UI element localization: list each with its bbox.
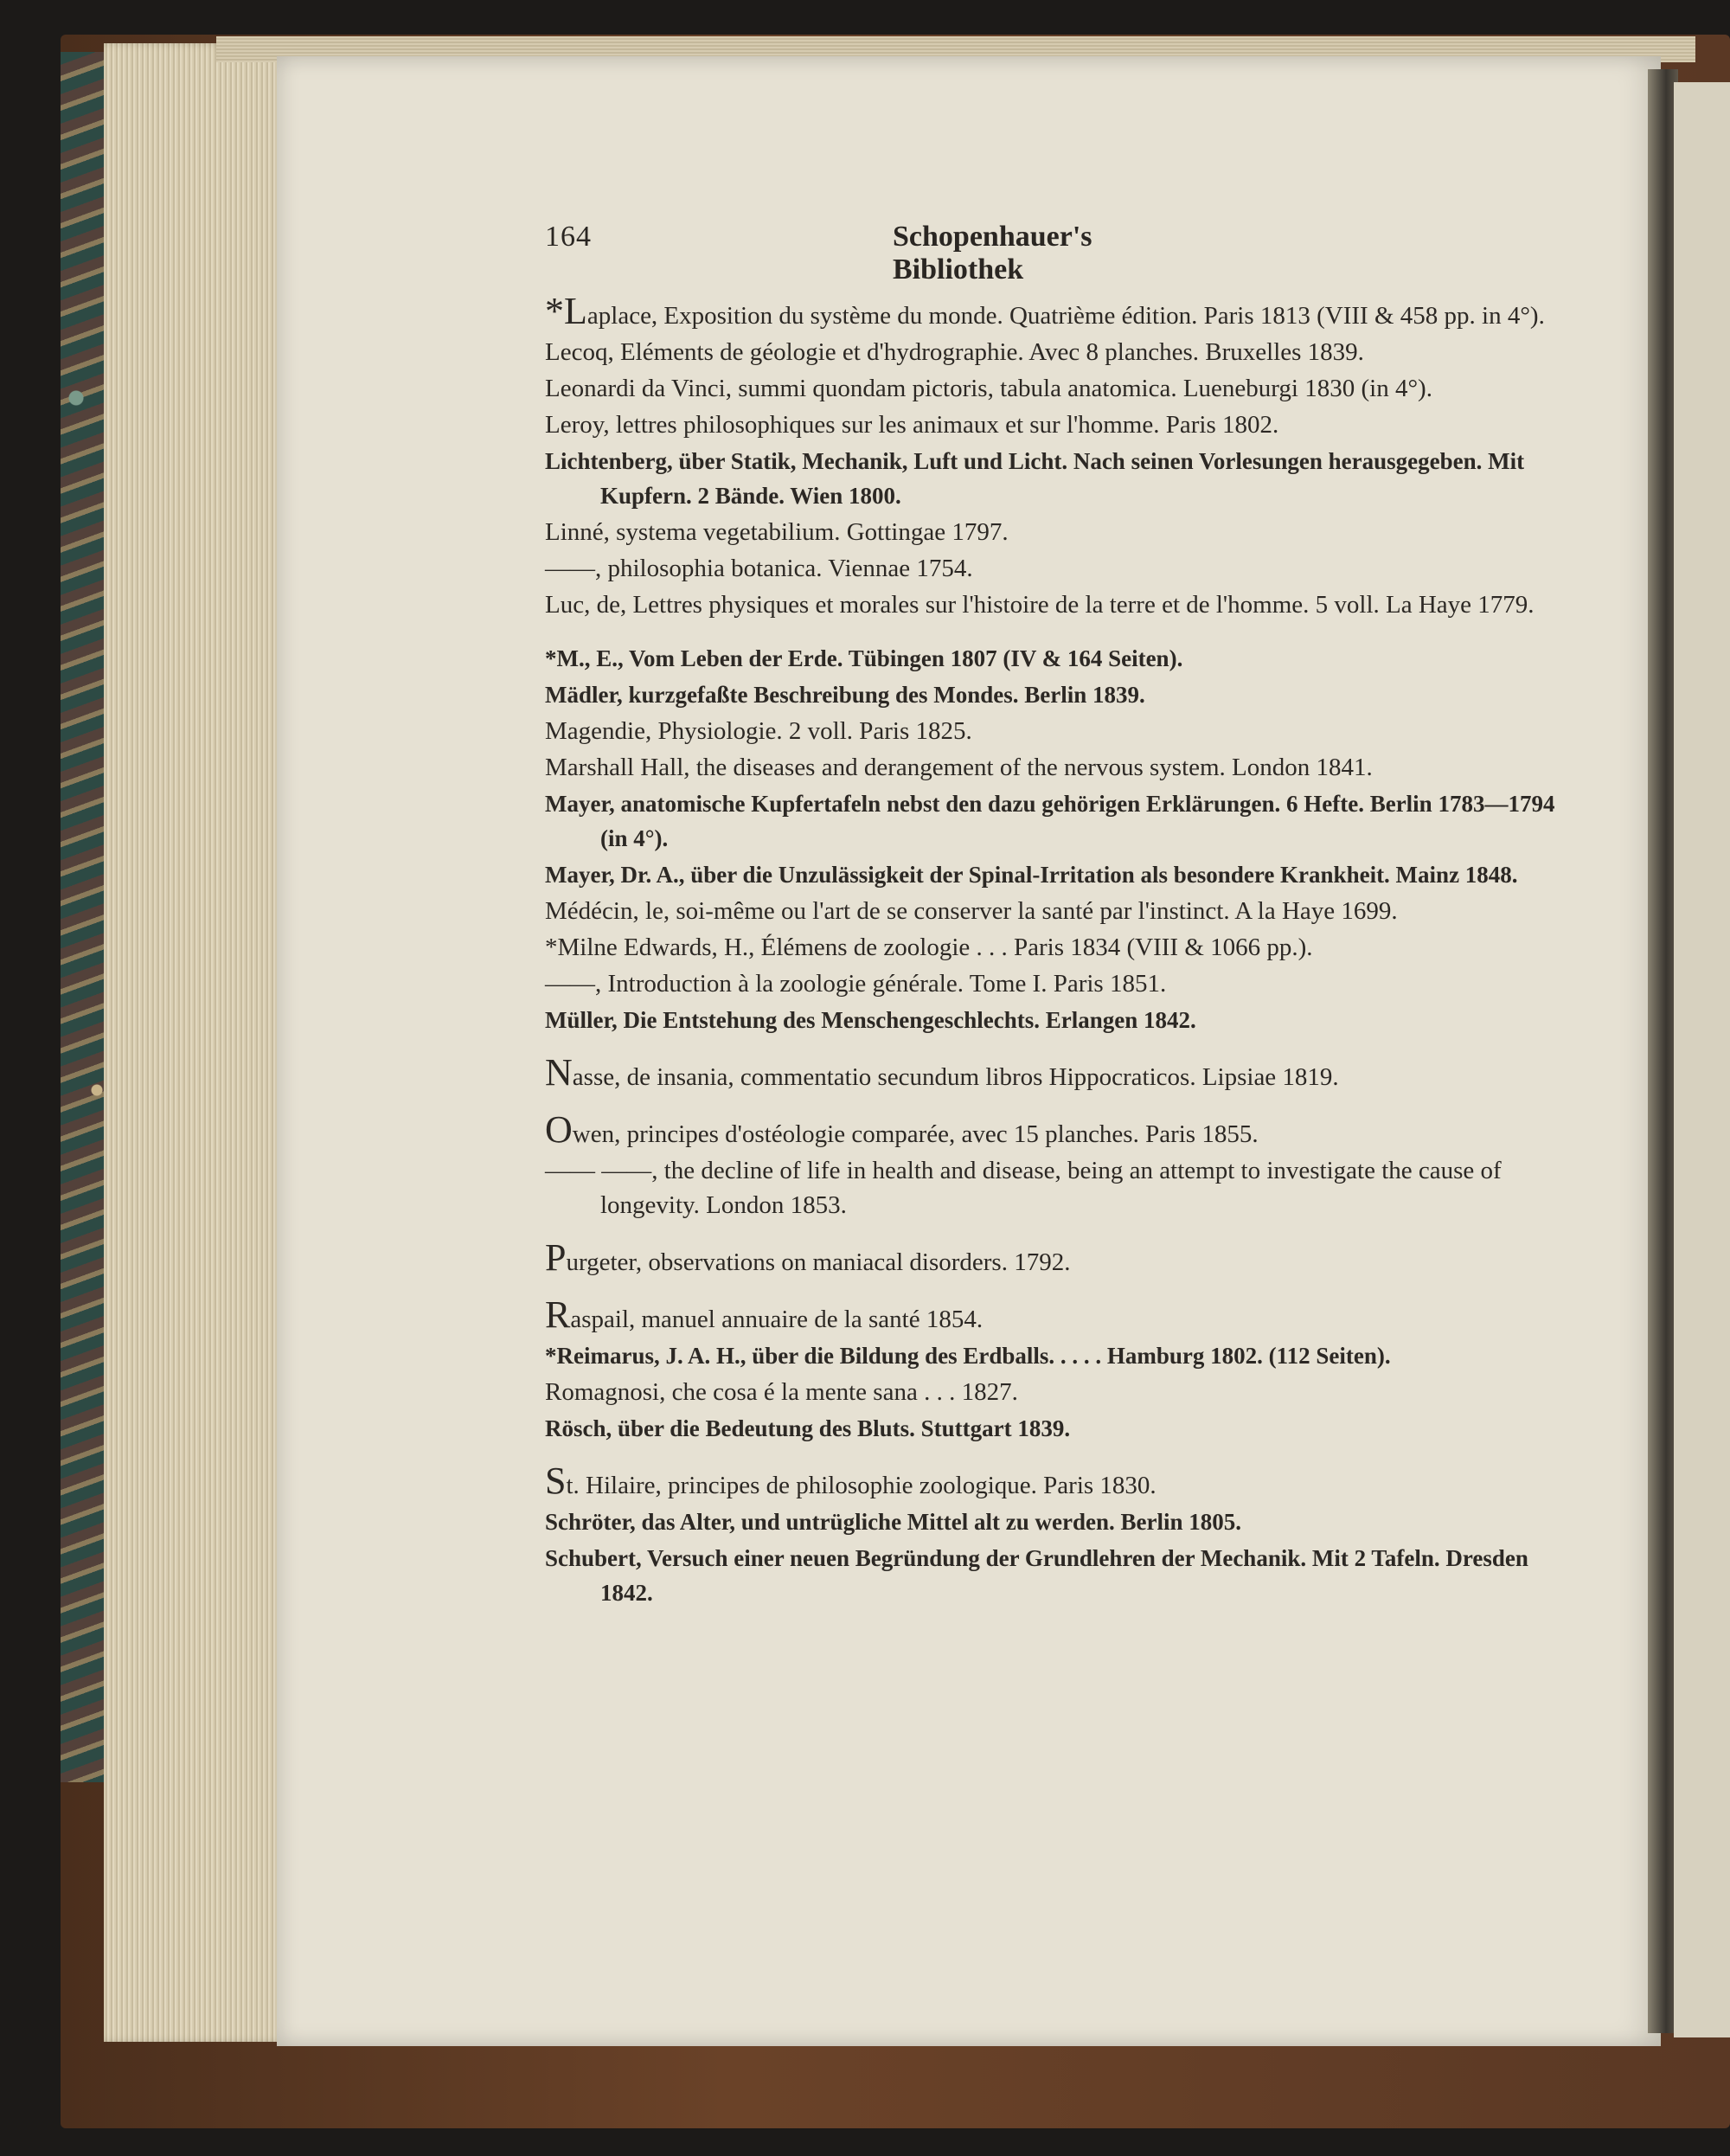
initial-letter: S <box>545 1460 567 1502</box>
bib-entry-lichtenberg <box>545 444 1566 513</box>
bib-entry-maedler <box>545 677 1566 712</box>
bib-entry-schubert <box>545 1541 1566 1610</box>
entry-text: *Reimarus, J. A. H., über die Bildung des Erdballs. . . . . Hamburg 1802. (112 Seiten). <box>545 1343 1391 1369</box>
bib-entry-schroeter <box>545 1505 1566 1539</box>
entry-text: Lecoq, Eléments de géologie et d'hydrographie. Avec 8 planches. Bruxelles 1839. <box>545 338 1364 366</box>
bib-entry-m-e <box>545 641 1566 676</box>
bib-entry-luc <box>545 587 1566 622</box>
entry-text: Müller, Die Entstehung des Menschengeschlechts. Erlangen 1842. <box>545 1007 1196 1033</box>
bib-entry-magendie <box>545 714 1566 748</box>
bib-entry-mayer <box>545 786 1566 856</box>
bib-entry-linne-2 <box>545 551 1566 586</box>
bib-entry-romagnosi <box>545 1375 1566 1409</box>
bib-entry-mayer-2 <box>545 857 1566 892</box>
bib-entry-reimarus <box>545 1338 1566 1373</box>
entry-text: Leonardi da Vinci, summi quondam pictoris, tabula anatomica. Lueneburgi 1830 (in 4°). <box>545 375 1432 402</box>
entry-text: Mädler, kurzgefaßte Beschreibung des Mondes. Berlin 1839. <box>545 682 1145 708</box>
entry-text: Mayer, Dr. A., über die Unzulässigkeit der Spinal-Irritation als besondere Krankheit. Mainz 1848. <box>545 862 1518 888</box>
page-edges <box>104 43 285 2042</box>
entry-text: wen, principes d'ostéologie comparée, avec 15 planches. Paris 1855. <box>572 1120 1259 1148</box>
entry-text: urgeter, observations on maniacal disorders. 1792. <box>566 1248 1071 1276</box>
entry-text: aplace, Exposition du système du monde. Quatrième édition. Paris 1813 (VIII & 458 pp. in 4°). <box>586 302 1545 330</box>
entry-text: *Milne Edwards, H., Élémens de zoologie . . . Paris 1834 (VIII & 1066 pp.). <box>545 934 1313 961</box>
entry-text: *M., E., Vom Leben der Erde. Tübingen 1807 (IV & 164 Seiten). <box>545 645 1183 671</box>
bib-entry-laplace <box>545 290 1566 333</box>
initial-letter: R <box>545 1293 571 1336</box>
bib-entry-roesch <box>545 1411 1566 1446</box>
initial-letter: O <box>545 1108 573 1151</box>
bib-entry-lecoq <box>545 335 1566 369</box>
entry-text: Rösch, über die Bedeutung des Bluts. Stuttgart 1839. <box>545 1415 1071 1441</box>
entry-text: asse, de insania, commentatio secundum libros Hippocraticos. Lipsiae 1819. <box>572 1063 1339 1091</box>
entry-text: Schubert, Versuch einer neuen Begründung der Grundlehren der Mechanik. Mit 2 Tafeln. Dresden 1842. <box>545 1545 1528 1606</box>
entry-text: —— ——, the decline of life in health and disease, being an attempt to investigate the cause of longevity. London 1853. <box>545 1157 1502 1219</box>
entry-text: aspail, manuel annuaire de la santé 1854. <box>570 1306 984 1333</box>
entry-text: ——, philosophia botanica. Viennae 1754. <box>545 555 973 582</box>
bib-entry-owen <box>545 1108 1566 1152</box>
bib-entry-leroy <box>545 407 1566 442</box>
page-number: 164 <box>545 221 592 253</box>
bib-entry-milne-edwards-2 <box>545 966 1566 1001</box>
initial-letter: P <box>545 1236 567 1279</box>
initial-letter: *L <box>545 290 587 332</box>
bib-entry-linne <box>545 515 1566 549</box>
entry-text: t. Hilaire, principes de philosophie zoologique. Paris 1830. <box>566 1472 1157 1499</box>
initial-letter: N <box>545 1051 573 1094</box>
running-title: Schopenhauer's Bibliothek <box>893 221 1092 286</box>
bib-entry-purgeter <box>545 1236 1566 1280</box>
bib-entry-raspail <box>545 1293 1566 1337</box>
entry-text: Mayer, anatomische Kupfertafeln nebst den dazu gehörigen Erklärungen. 6 Hefte. Berlin 1783—1794 (in 4°). <box>545 791 1555 851</box>
entry-text: Magendie, Physiologie. 2 voll. Paris 1825. <box>545 717 972 745</box>
facing-page-edge <box>1674 82 1730 2037</box>
bib-entry-marshall-hall <box>545 750 1566 785</box>
entry-text: Romagnosi, che cosa é la mente sana . . . 1827. <box>545 1378 1018 1406</box>
bib-entry-nasse <box>545 1051 1566 1094</box>
bib-entry-owen-2 <box>545 1153 1566 1222</box>
bib-entry-mueller <box>545 1003 1566 1037</box>
bib-entry-medecin <box>545 894 1566 928</box>
bibliography-list <box>545 290 1566 1612</box>
entry-text: Luc, de, Lettres physiques et morales sur l'histoire de la terre et de l'homme. 5 voll. La Haye 1779. <box>545 591 1535 619</box>
bib-entry-leonardi <box>545 371 1566 406</box>
entry-text: Schröter, das Alter, und untrügliche Mittel alt zu werden. Berlin 1805. <box>545 1509 1241 1535</box>
entry-text: Marshall Hall, the diseases and derangement of the nervous system. London 1841. <box>545 754 1373 781</box>
bib-entry-milne-edwards <box>545 930 1566 965</box>
entry-text: Médécin, le, soi-même ou l'art de se conserver la santé par l'instinct. A la Haye 1699. <box>545 897 1398 925</box>
bib-entry-st-hilaire <box>545 1460 1566 1503</box>
page-header <box>545 221 1220 286</box>
entry-text: Linné, systema vegetabilium. Gottingae 1797. <box>545 518 1009 546</box>
entry-text: Lichtenberg, über Statik, Mechanik, Luft und Licht. Nach seinen Vorlesungen herausgegeben. Mit Kupfern. 2 Bände. Wien 1800. <box>545 448 1525 509</box>
entry-text: Leroy, lettres philosophiques sur les animaux et sur l'homme. Paris 1802. <box>545 411 1279 439</box>
entry-text: ——, Introduction à la zoologie générale. Tome I. Paris 1851. <box>545 970 1167 998</box>
